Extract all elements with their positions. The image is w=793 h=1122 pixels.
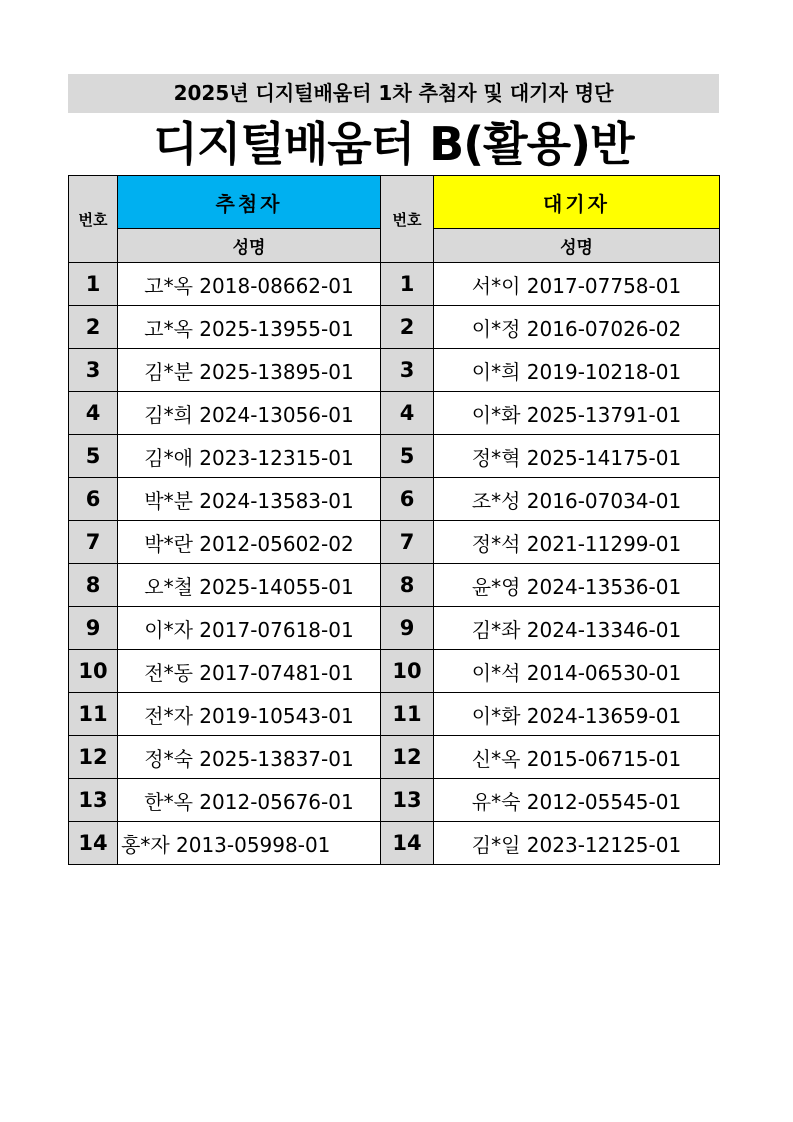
document-subtitle: 2025년 디지털배움터 1차 추첨자 및 대기자 명단 <box>68 74 719 113</box>
waitlist-name-cell: 조*성 2016-07034-01 <box>434 478 720 521</box>
waitlist-name-cell: 김*일 2023-12125-01 <box>434 822 720 865</box>
winner-number-cell: 14 <box>69 822 118 865</box>
waitlist-number-header: 번호 <box>381 176 434 263</box>
waitlist-name-cell: 이*화 2025-13791-01 <box>434 392 720 435</box>
winner-number-cell: 4 <box>69 392 118 435</box>
waitlist-number-cell: 4 <box>381 392 434 435</box>
table-row <box>69 435 720 478</box>
winner-number-header: 번호 <box>69 176 118 263</box>
winner-name-cell: 한*옥 2012-05676-01 <box>118 779 381 822</box>
waitlist-name-cell: 윤*영 2024-13536-01 <box>434 564 720 607</box>
table-row <box>69 392 720 435</box>
winner-name-cell: 김*희 2024-13056-01 <box>118 392 381 435</box>
waitlist-name-cell: 이*희 2019-10218-01 <box>434 349 720 392</box>
waitlist-number-cell: 5 <box>381 435 434 478</box>
winner-number-cell: 7 <box>69 521 118 564</box>
winner-name-cell: 고*옥 2018-08662-01 <box>118 263 381 306</box>
winner-name-cell: 박*란 2012-05602-02 <box>118 521 381 564</box>
waitlist-name-cell: 이*석 2014-06530-01 <box>434 650 720 693</box>
winner-number-cell: 9 <box>69 607 118 650</box>
winner-number-cell: 2 <box>69 306 118 349</box>
table-row <box>69 521 720 564</box>
waitlist-number-cell: 10 <box>381 650 434 693</box>
winner-name-cell: 전*동 2017-07481-01 <box>118 650 381 693</box>
table-row <box>69 736 720 779</box>
winner-number-cell: 10 <box>69 650 118 693</box>
waitlist-header: 대기자 <box>434 176 720 229</box>
waitlist-name-cell: 이*화 2024-13659-01 <box>434 693 720 736</box>
waitlist-number-cell: 13 <box>381 779 434 822</box>
waitlist-number-cell: 11 <box>381 693 434 736</box>
roster-table <box>68 175 720 865</box>
waitlist-number-cell: 8 <box>381 564 434 607</box>
winner-name-cell: 김*분 2025-13895-01 <box>118 349 381 392</box>
waitlist-name-cell: 정*석 2021-11299-01 <box>434 521 720 564</box>
winner-name-cell: 고*옥 2025-13955-01 <box>118 306 381 349</box>
winner-number-cell: 8 <box>69 564 118 607</box>
winner-name-cell: 오*철 2025-14055-01 <box>118 564 381 607</box>
winner-number-cell: 5 <box>69 435 118 478</box>
table-row <box>69 306 720 349</box>
winner-name-cell: 이*자 2017-07618-01 <box>118 607 381 650</box>
waitlist-name-cell: 정*혁 2025-14175-01 <box>434 435 720 478</box>
waitlist-name-header: 성명 <box>434 229 720 263</box>
waitlist-number-cell: 9 <box>381 607 434 650</box>
winner-name-cell: 홍*자 2013-05998-01 <box>118 822 381 865</box>
waitlist-name-cell: 서*이 2017-07758-01 <box>434 263 720 306</box>
waitlist-name-cell: 유*숙 2012-05545-01 <box>434 779 720 822</box>
table-row <box>69 564 720 607</box>
table-row <box>69 263 720 306</box>
waitlist-number-cell: 1 <box>381 263 434 306</box>
winner-number-cell: 6 <box>69 478 118 521</box>
winner-number-cell: 3 <box>69 349 118 392</box>
winner-name-cell: 정*숙 2025-13837-01 <box>118 736 381 779</box>
waitlist-name-cell: 김*좌 2024-13346-01 <box>434 607 720 650</box>
winner-number-cell: 12 <box>69 736 118 779</box>
table-row <box>69 478 720 521</box>
waitlist-number-cell: 12 <box>381 736 434 779</box>
table-row <box>69 349 720 392</box>
table-row <box>69 693 720 736</box>
winner-number-cell: 13 <box>69 779 118 822</box>
waitlist-number-cell: 3 <box>381 349 434 392</box>
winner-name-cell: 김*애 2023-12315-01 <box>118 435 381 478</box>
waitlist-number-cell: 6 <box>381 478 434 521</box>
waitlist-number-cell: 2 <box>381 306 434 349</box>
waitlist-number-cell: 7 <box>381 521 434 564</box>
page-title: 디지털배움터 B(활용)반 <box>153 117 634 171</box>
winner-name-cell: 박*분 2024-13583-01 <box>118 478 381 521</box>
table-row <box>69 607 720 650</box>
waitlist-name-cell: 신*옥 2015-06715-01 <box>434 736 720 779</box>
waitlist-number-cell: 14 <box>381 822 434 865</box>
winner-header: 추첨자 <box>118 176 381 229</box>
table-row <box>69 779 720 822</box>
winner-number-cell: 11 <box>69 693 118 736</box>
winner-name-header: 성명 <box>118 229 381 263</box>
table-row <box>69 822 720 865</box>
waitlist-name-cell: 이*정 2016-07026-02 <box>434 306 720 349</box>
winner-name-cell: 전*자 2019-10543-01 <box>118 693 381 736</box>
winner-number-cell: 1 <box>69 263 118 306</box>
table-row <box>69 650 720 693</box>
